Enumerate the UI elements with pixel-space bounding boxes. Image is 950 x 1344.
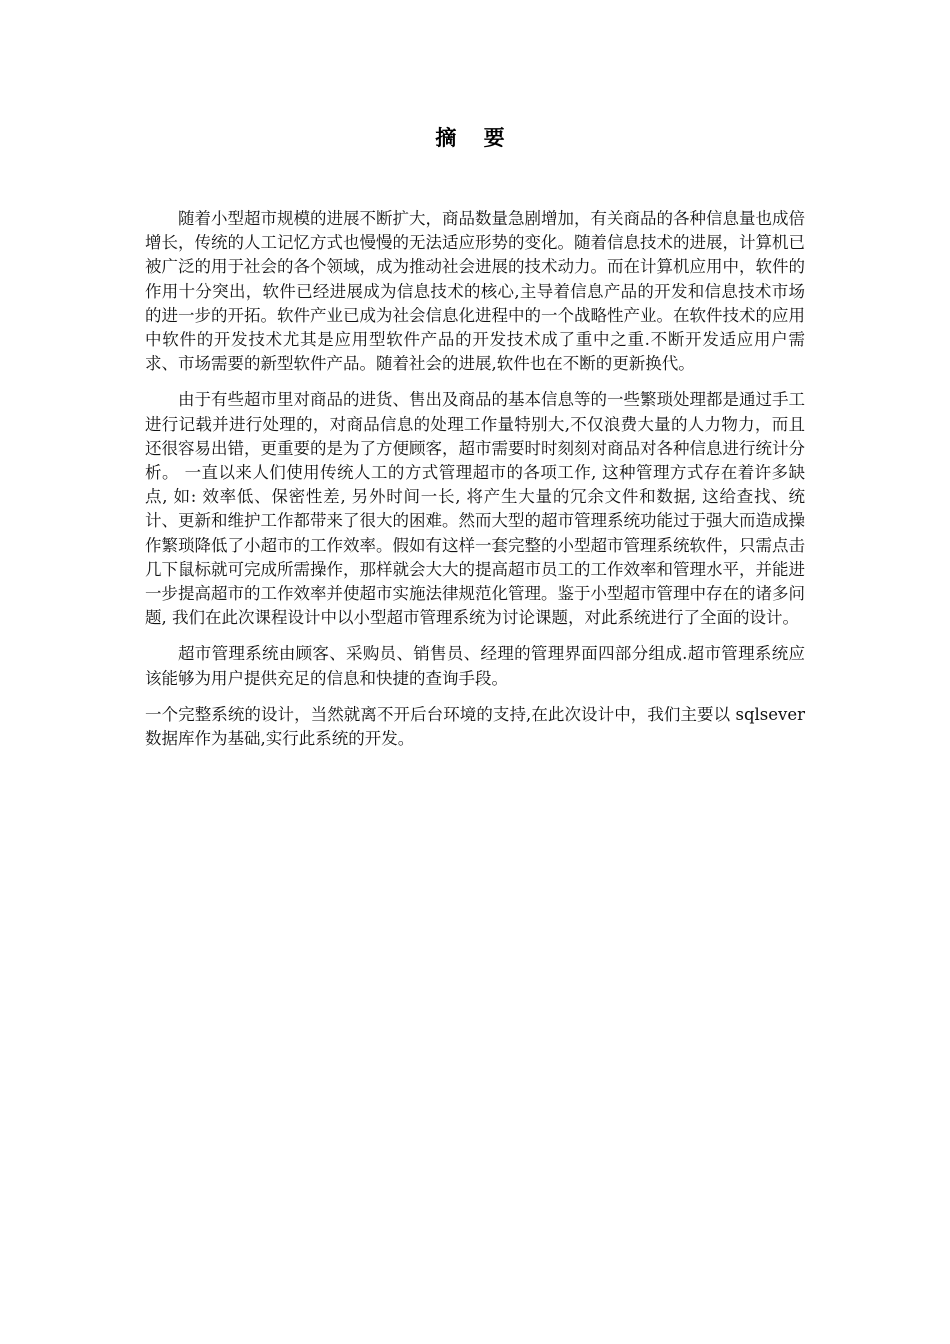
abstract-body: [145, 207, 805, 763]
paragraph-1: 随着小型超市规模的进展不断扩大，商品数量急剧增加，有关商品的各种信息量也成倍增长，传统的人工记忆方式也慢慢的无法适应形势的变化。随着信息技术的进展，计算机已被广泛的用于社会的各个领域，成为推动社会进展的技术动力。而在计算机应用中，软件的作用十分突出，软件已经进展成为信息技术的核心,主导着信息产品的开发和信息技术市场的进一步的开拓。软件产业已成为社会信息化进程中的一个战略性产业。在软件技术的应用中软件的开发技术尤其是应用型软件产品的开发技术成了重中之重.不断开发适应用户需求、市场需要的新型软件产品。随着社会的进展,软件也在不断的更新换代。: [145, 209, 805, 374]
paragraph-2: 由于有些超市里对商品的进货、售出及商品的基本信息等的一些繁琐处理都是通过手工进行记载并进行处理的，对商品信息的处理工作量特别大,不仅浪费大量的人力物力，而且还很容易出错，更重要的是为了方便顾客，超市需要时时刻刻对商品对各种信息进行统计分析。 一直以来人们使用传统人工的方式管理超市的各项工作, 这种管理方式存在着许多缺点, 如: 效率低、保密性差, 另外时间一长, 将产生大量的冗余文件和数据, 这给查找、统计、更新和维护工作都带来了很大的困难。然而大型的超市管理系统功能过于强大而造成操作繁琐降低了小超市的工作效率。假如有这样一套完整的小型超市管理系统软件，只需点击几下鼠标就可完成所需操作，那样就会大大的提高超市员工的工作效率和管理水平，并能进一步提高超市的工作效率并使超市实施法律规范化管理。鉴于小型超市管理中存在的诸多问题, 我们在此次课程设计中以小型超市管理系统为讨论课题，对此系统进行了全面的设计。: [145, 390, 805, 628]
abstract-title: 摘 要: [435, 126, 515, 150]
paragraph-4: 一个完整系统的设计，当然就离不开后台环境的支持,在此次设计中，我们主要以 sqlsever 数据库作为基础,实行此系统的开发。: [145, 704, 805, 749]
paragraph-3: 超市管理系统由顾客、采购员、销售员、经理的管理界面四部分组成.超市管理系统应该能够为用户提供充足的信息和快捷的查询手段。: [145, 644, 805, 688]
